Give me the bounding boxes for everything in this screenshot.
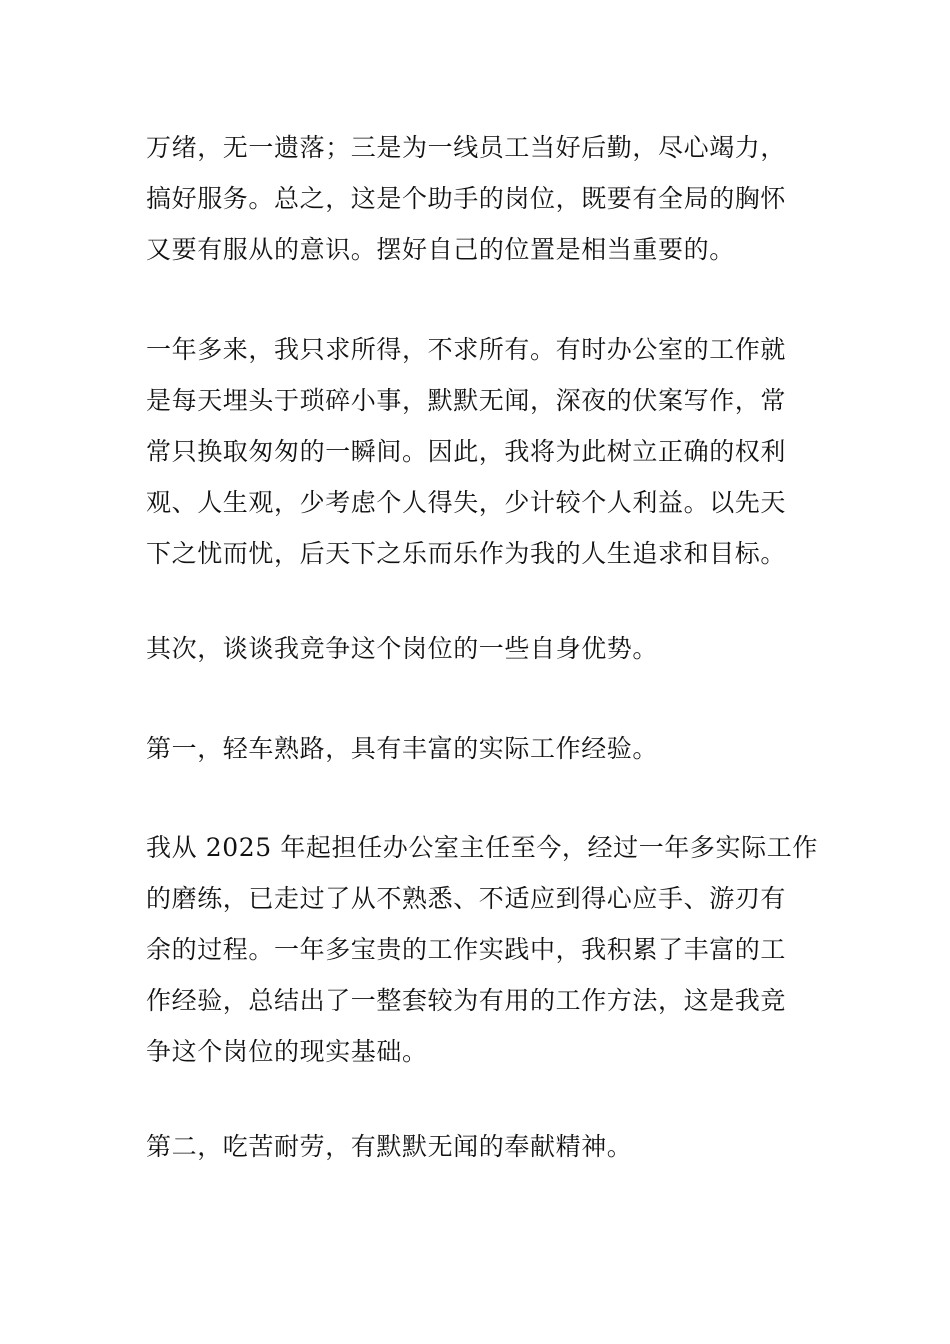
paragraph-2-line-2: 是每天埋头于琐碎小事，默默无闻，深夜的伏案写作，常 [146,386,787,415]
paragraph-5-line-2: 的磨练，已走过了从不熟悉、不适应到得心应手、游刃有 [146,884,787,913]
paragraph-5-line-3: 余的过程。一年多宝贵的工作实践中，我积累了丰富的工 [146,935,787,964]
paragraph-2-line-1: 一年多来，我只求所得，不求所有。有时办公室的工作就 [146,335,787,364]
paragraph-1-line-2: 搞好服务。总之，这是个助手的岗位，既要有全局的胸怀 [146,184,787,213]
paragraph-2-line-5: 下之忧而忧，后天下之乐而乐作为我的人生追求和目标。 [146,539,787,568]
paragraph-5-line-5: 争这个岗位的现实基础。 [146,1037,428,1066]
paragraph-6-line-1: 第二，吃苦耐劳，有默默无闻的奉献精神。 [146,1132,633,1161]
paragraph-5-line-4: 作经验，总结出了一整套较为有用的工作方法，这是我竞 [146,986,787,1015]
paragraph-1-line-3: 又要有服从的意识。摆好自己的位置是相当重要的。 [146,235,735,264]
paragraph-1-line-1: 万绪，无一遗落；三是为一线员工当好后勤，尽心竭力， [146,133,787,162]
paragraph-4-line-1: 第一，轻车熟路，具有丰富的实际工作经验。 [146,734,659,763]
paragraph-5-line-1: 我从 2025 年起担任办公室主任至今，经过一年多实际工作 [146,833,818,862]
paragraph-2-line-3: 常只换取匆匆的一瞬间。因此，我将为此树立正确的权利 [146,437,787,466]
paragraph-2-line-4: 观、人生观，少考虑个人得失，少计较个人利益。以先天 [146,488,787,517]
paragraph-3-line-1: 其次，谈谈我竞争这个岗位的一些自身优势。 [146,634,659,663]
